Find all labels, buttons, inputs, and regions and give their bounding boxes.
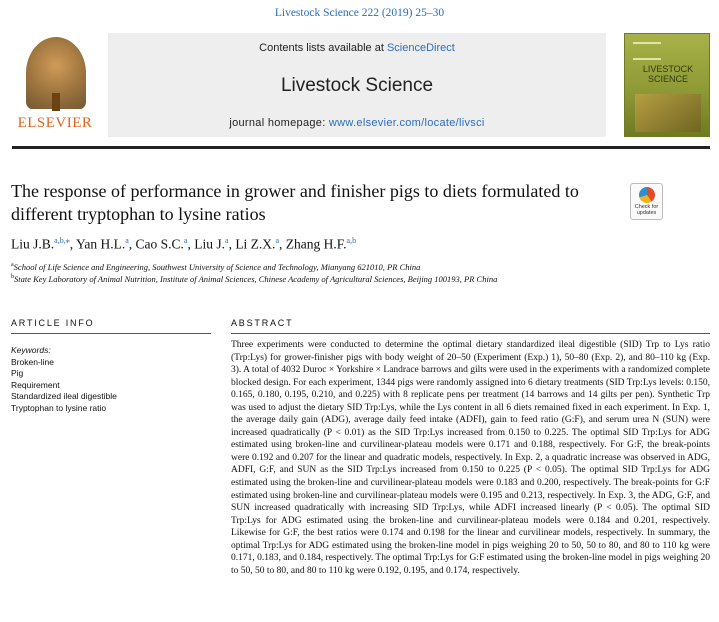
author-name[interactable]: Liu J.B. xyxy=(11,236,55,252)
journal-reference-link[interactable]: Livestock Science 222 (2019) 25–30 xyxy=(274,7,445,19)
abstract-rule xyxy=(231,333,710,334)
keyword-item: Pig xyxy=(11,368,24,378)
check-updates-icon xyxy=(639,187,655,203)
contents-line xyxy=(108,42,606,54)
author-name[interactable]: Yan H.L. xyxy=(75,236,126,252)
keywords-label: Keywords: xyxy=(11,345,51,355)
keyword-item: Tryptophan to lysine ratio xyxy=(11,402,107,413)
affiliation-b: $^b$State Key Laboratory of Animal Nutrition, Institute of Animal Sciences, Chinese Academy of Agricultural Sciences, Beijing 100193, PR China xyxy=(11,274,498,284)
keyword-item: Requirement xyxy=(11,379,60,390)
author-affiliation-mark[interactable]: a xyxy=(183,236,188,245)
article-info-heading: ARTICLE INFO xyxy=(11,318,95,328)
author-list: Liu J.B.$^{a,b,⁎}$, Yan H.L.$^a$, Cao S.C.$^a$, Liu J.$^a$, Li Z.X.$^a$, Zhang H.F.$^{a,b}$ xyxy=(11,236,357,252)
check-updates-label: Check for updates xyxy=(634,204,659,216)
cover-title xyxy=(625,64,711,84)
publisher-name: ELSEVIER xyxy=(17,115,93,131)
tree-trunk-graphic xyxy=(52,93,60,111)
homepage-line xyxy=(108,117,606,129)
cover-decoration xyxy=(633,42,661,60)
cover-title-line2: SCIENCE xyxy=(647,74,688,84)
author-affiliation-mark[interactable]: a xyxy=(225,236,229,245)
author-affiliation-mark[interactable]: a,b xyxy=(346,236,357,245)
author-affiliation-mark[interactable]: a xyxy=(275,236,279,245)
journal-cover-thumbnail[interactable] xyxy=(624,33,710,137)
contents-prefix: Contents lists available at xyxy=(259,42,387,54)
author-name[interactable]: Liu J. xyxy=(194,236,225,252)
author-affiliation-mark[interactable]: a,b,⁎ xyxy=(54,236,70,245)
journal-header xyxy=(12,33,710,137)
keyword-item: Standardized ileal digestible xyxy=(11,391,117,401)
author-name[interactable]: Zhang H.F. xyxy=(285,236,347,252)
elsevier-logo[interactable] xyxy=(12,33,98,137)
abstract-heading: ABSTRACT xyxy=(231,318,294,328)
journal-homepage-link[interactable]: www.elsevier.com/locate/livsci xyxy=(328,117,485,129)
header-divider xyxy=(12,146,710,149)
abstract-text: Three experiments were conducted to determine the optimal dietary standardized ileal digestible (SID) Trp to Lys ratio (Trp:Lys) for grower-finisher pigs with body weight of 20–50 (Experiment (Exp.) 1), 50–80 (Exp. 2), and 80–110 kg (Exp. 3). A total of 4032 Duroc × Yorkshire × Landrace barrows and gilts were used in the experiments with a randomized complete blocked design. For each experiment, 1344 pigs were randomly assigned into 6 dietary treatments (SID Trp:Lys levels: 0.150, 0.165, 0.180, 0.195, 0.210, and 0.225) with 8 replicate pens per treatment (14 barrows and 14 gilts per pen). Synthetic Trp was used to adjust the dietary SID Trp:Lys, while the Lys content in all 6 diets remained fixed in each experiment. In Exp. 1, the average daily gain (ADG), average daily feed intake (ADFI), gain to feed ratio (G:F), and serum urea N (SUN) were increased quadratically (P < 0.01) as the SID Trp:Lys increased from 0.150 to 0.225. The optimal SID Trp:Lys for ADG estimated using broken-line and curvilinear-plateau models were 0.171 and 0.188, respectively. For G:F, the break-points were 0.192 and 0.207 for the linear and quadratic models, respectively. In Exp. 2, a quadratic increase was observed in ADG, ADFI, G:F, and SUN as the SID Trp:Lys increased from 0.150 to 0.225 (P < 0.05). The optimal SID Trp:Lys for ADG estimated using the broken-line and curvilinear-plateau models were 0.183 and 0.200, respectively. The break-points for G:F estimated using broken-line and curvilinear-plateau models were 0.195 and 0.213, respectively. In Exp. 3, the ADG, G:F, and SUN increased quadratically with increasing SID Trp:Lys, while ADFI increased linearly (P < 0.05). The optimal SID Trp:Lys for ADG estimated using the broken-line and curvilinear-plateau models were 0.184 and 0.201, respectively. Likewise for G:F, the best ratios were 0.174 and 0.198 for the linear and curvilinear models, respectively. In summary, the optimal Trp:Lys for ADG estimated using the broken-line model in pigs weighing 20 to 50, 50 to 80, and 80 to 110 kg were 0.171, 0.183, and 0.184, respectively. The optimal Trp:Lys for G:F estimated using the broken-line model in pigs weighing 20 to 50, 50 to 80, and 80 to 110 kg were 0.192, 0.195, and 0.174, respectively. xyxy=(231,340,710,576)
sciencedirect-link[interactable]: ScienceDirect xyxy=(386,42,455,54)
article-info-rule xyxy=(11,333,211,334)
keywords-block xyxy=(11,345,211,414)
cover-image xyxy=(635,94,701,132)
homepage-prefix: journal homepage: xyxy=(229,117,329,129)
author-name[interactable]: Cao S.C. xyxy=(135,236,184,252)
cover-title-line1: LIVESTOCK xyxy=(642,64,694,74)
author-name[interactable]: Li Z.X. xyxy=(235,236,276,252)
article-title: The response of performance in grower and finisher pigs to diets formulated to different tryptophan to lysine ratios xyxy=(11,181,579,224)
journal-name: Livestock Science xyxy=(280,75,434,96)
affiliation-a: $^a$School of Life Science and Engineering, Southwest University of Science and Technology, Mianyang 621010, PR China xyxy=(11,262,421,272)
author-affiliation-mark[interactable]: a xyxy=(125,236,129,245)
check-for-updates-button[interactable] xyxy=(630,183,663,220)
journal-info-panel xyxy=(108,33,606,137)
keyword-item: Broken-line xyxy=(11,356,54,367)
